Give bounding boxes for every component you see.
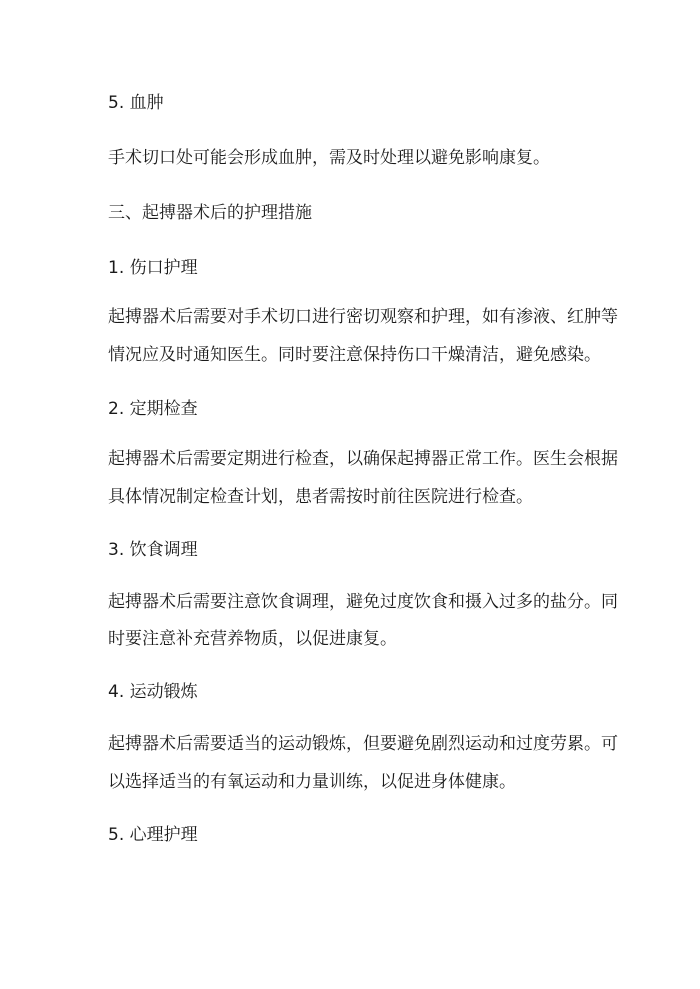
item-heading-wound-care: 1. 伤口护理: [108, 258, 198, 278]
paragraph-line: 具体情况制定检查计划，患者需按时前往医院进行检查。: [108, 487, 533, 507]
item-heading-exercise: 4. 运动锻炼: [108, 682, 198, 702]
paragraph-line: 起搏器术后需要注意饮食调理，避免过度饮食和摄入过多的盐分。同: [108, 592, 618, 612]
item-heading-psychological-care: 5. 心理护理: [108, 825, 198, 845]
item-heading-regular-checkup: 2. 定期检查: [108, 399, 198, 419]
paragraph-line: 情况应及时通知医生。同时要注意保持伤口干燥清洁，避免感染。: [108, 345, 601, 365]
paragraph-line: 以选择适当的有氧运动和力量训练，以促进身体健康。: [108, 772, 516, 792]
item-heading-diet: 3. 饮食调理: [108, 540, 198, 560]
item-heading-hematoma: 5. 血肿: [108, 93, 164, 113]
paragraph-line: 起搏器术后需要对手术切口进行密切观察和护理，如有渗液、红肿等: [108, 307, 618, 327]
paragraph-line: 起搏器术后需要适当的运动锻炼，但要避免剧烈运动和过度劳累。可: [108, 734, 618, 754]
paragraph-line: 起搏器术后需要定期进行检查，以确保起搏器正常工作。医生会根据: [108, 449, 618, 469]
paragraph-line: 时要注意补充营养物质，以促进康复。: [108, 629, 397, 649]
paragraph-line: 手术切口处可能会形成血肿，需及时处理以避免影响康复。: [108, 148, 550, 168]
section-heading-nursing-measures: 三、起搏器术后的护理措施: [108, 203, 312, 223]
